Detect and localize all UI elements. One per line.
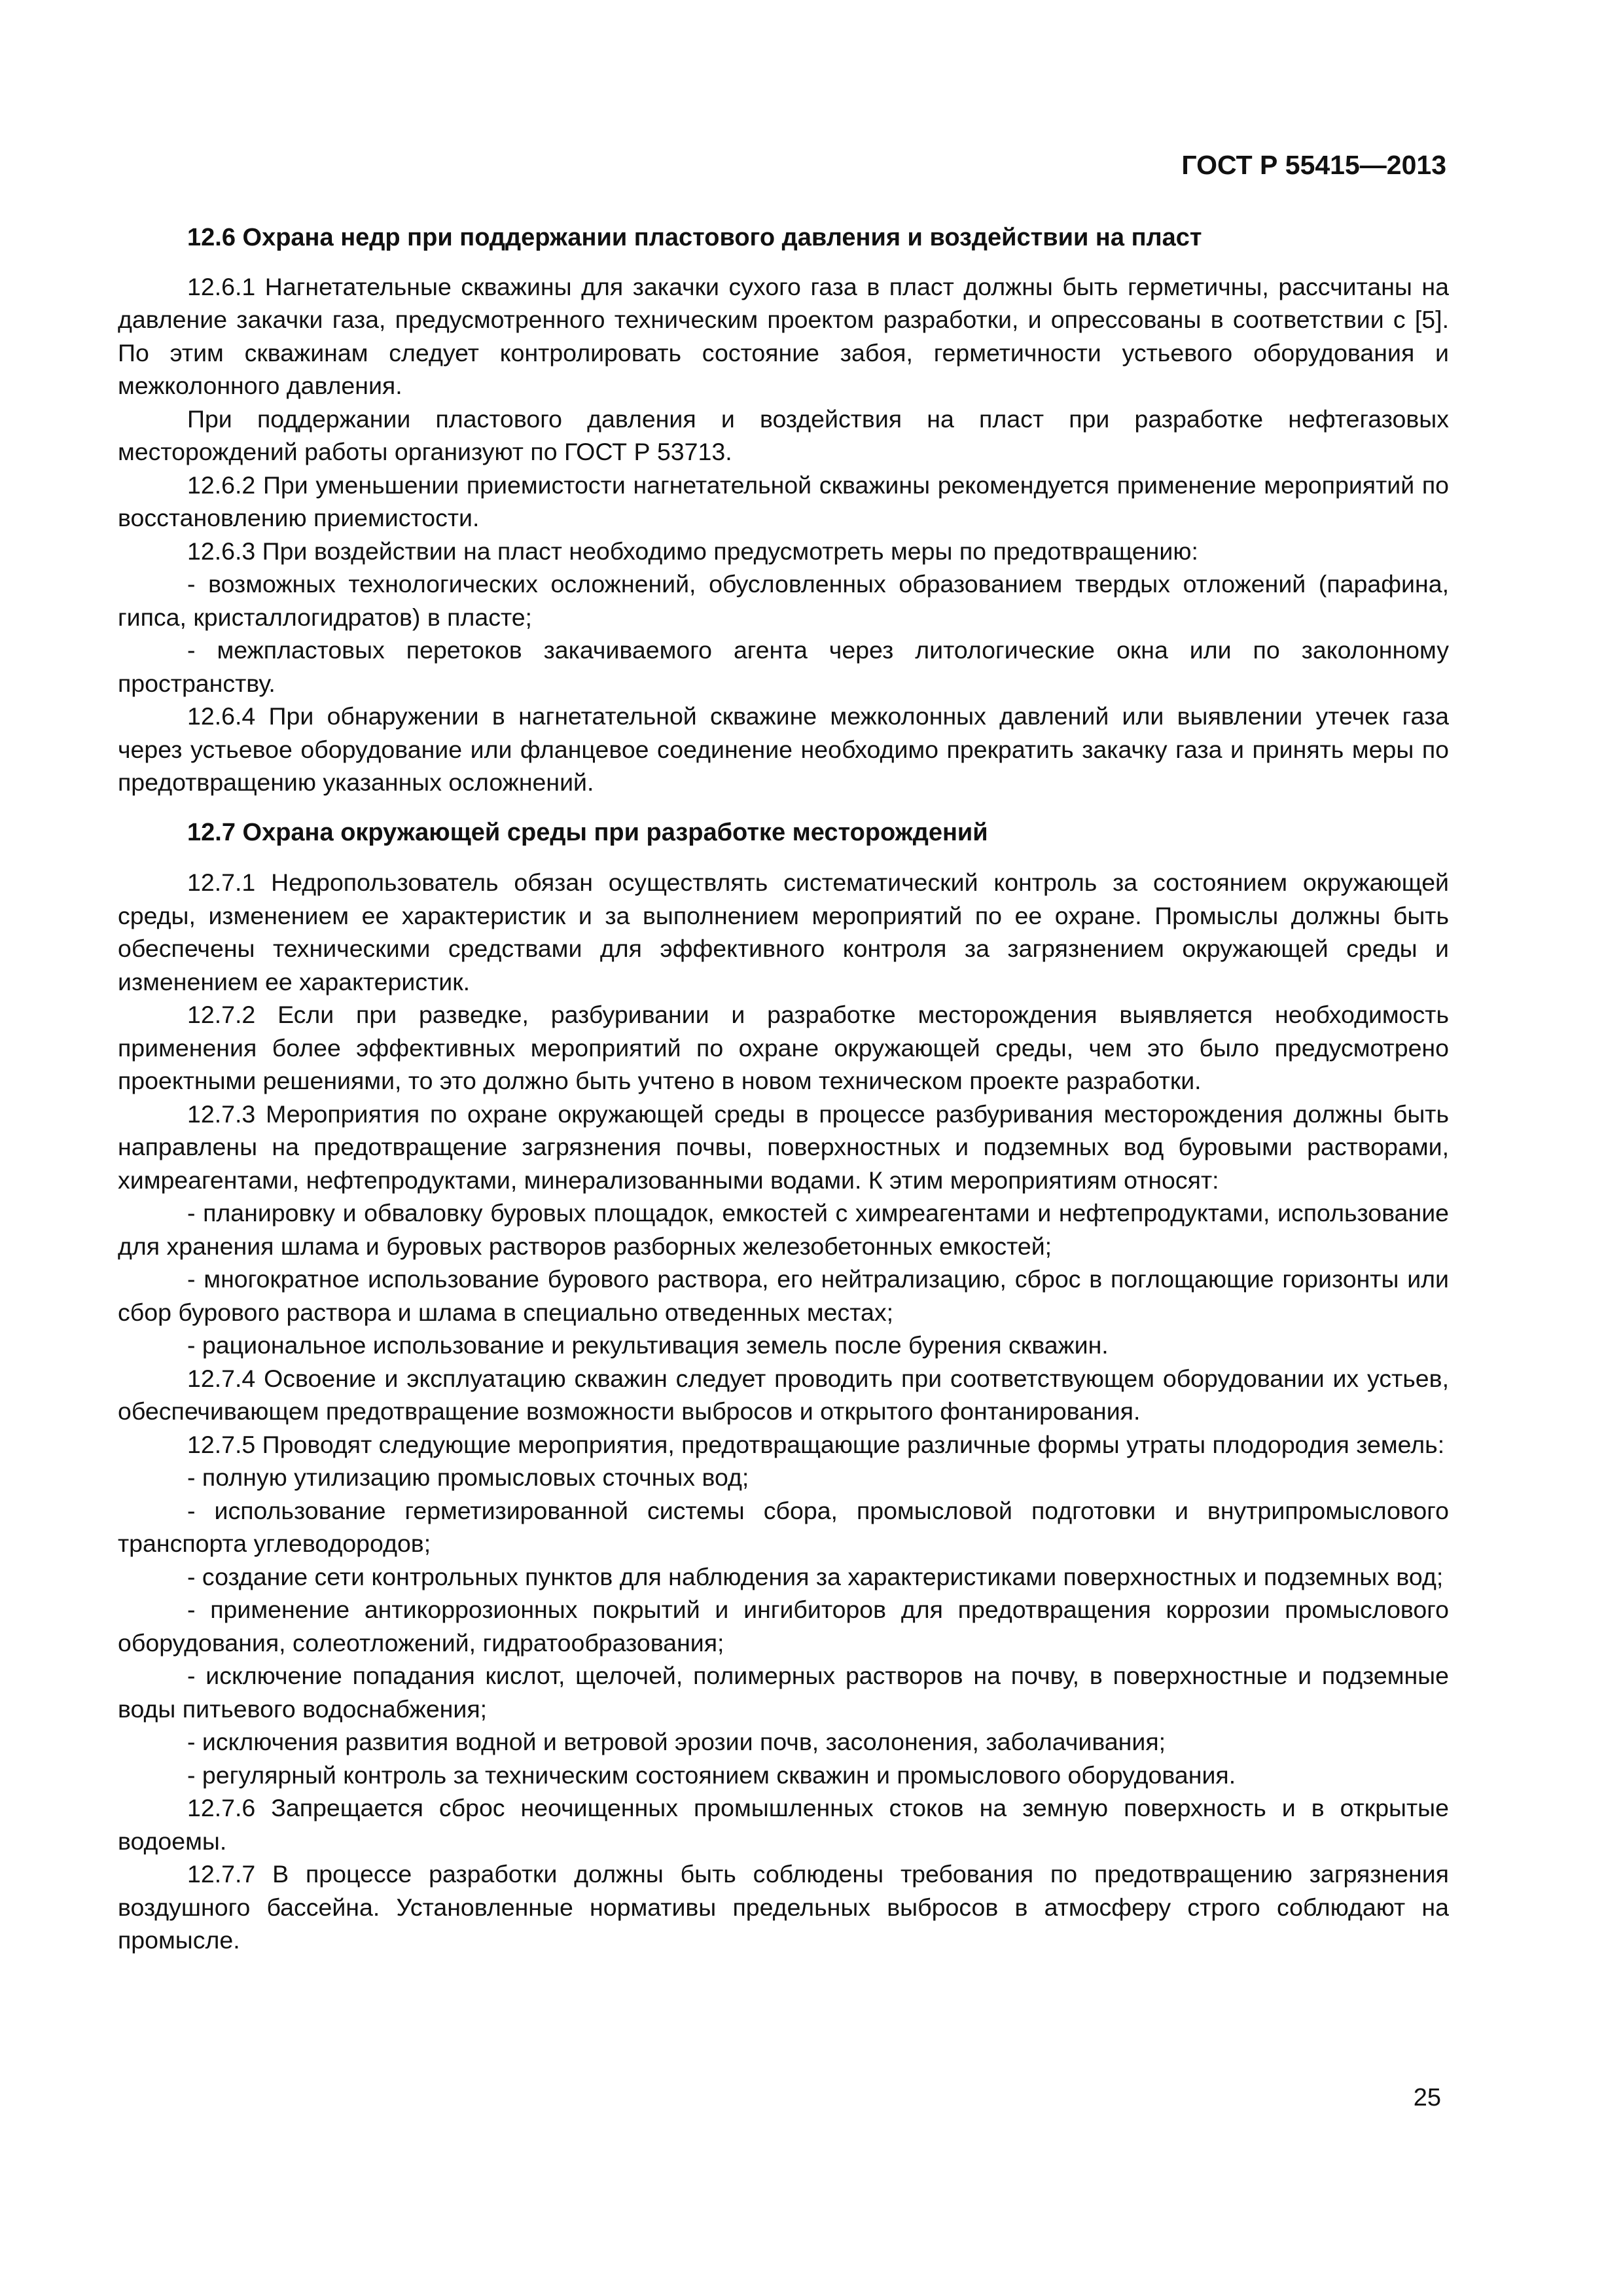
list-item: - многократное использование бурового раствора, его нейтрализацию, сброс в поглощающие горизонты или сбор бурового раствора и шлама в специально отведенных местах; [118, 1265, 1449, 1326]
paragraph: 12.6.4 При обнаружении в нагнетательной скважине межколонных давлений или выявлении утечек газа через устьевое оборудование или фланцевое соединение необходимо прекратить закачку газа и принять меры по предотвращению указанных осложнений. [118, 702, 1449, 796]
paragraph: 12.6.3 При воздействии на пласт необходимо предусмотреть меры по предотвращению: [187, 537, 1198, 565]
list-item: - использование герметизированной системы сбора, промысловой подготовки и внутрипромыслового транспорта углеводородов; [118, 1496, 1449, 1557]
paragraph: 12.7.2 Если при разведке, разбуривании и разработке месторождения выявляется необходимость применения более эффективных мероприятий по охране окружающей среды, чем это было предусмотрено проектными решениями, то это должно быть учтено в новом техническом проекте разработки. [118, 1001, 1449, 1094]
list-item: - возможных технологических осложнений, обусловленных образованием твердых отложений (парафина, гипса, кристаллогидратов) в пласте; [118, 570, 1449, 631]
paragraph: 12.7.1 Недропользователь обязан осуществлять систематический контроль за состоянием окружающей среды, изменением ее характеристик и за выполнением мероприятий по ее охране. Промыслы должны быть обеспечены техническими средствами для эффективного контроля за загрязнением окружающей среды и изменением ее характеристик. [118, 869, 1449, 996]
list-item: - применение антикоррозионных покрытий и ингибиторов для предотвращения коррозии промыслового оборудования, солеотложений, гидратообразования; [118, 1596, 1449, 1657]
paragraph: При поддержании пластового давления и воздействия на пласт при разработке нефтегазовых месторождений работы организуют по ГОСТ Р 53713. [118, 404, 1449, 465]
section-heading-12-6: 12.6 Охрана недр при поддержании пластового давления и воздействии на пласт [187, 224, 1202, 251]
list-item: - создание сети контрольных пунктов для наблюдения за характеристиками поверхностных и подземных вод; [187, 1562, 1444, 1590]
list-item: - рациональное использование и рекультивация земель после бурения скважин. [187, 1331, 1109, 1359]
paragraph: 12.7.6 Запрещается сброс неочищенных промышленных стоков на земную поверхность и в открытые водоемы. [118, 1794, 1449, 1855]
paragraph: 12.7.4 Освоение и эксплуатацию скважин следует проводить при соответствующем оборудовании их устьев, обеспечивающем предотвращение возможности выбросов и открытого фонтанирования. [118, 1364, 1449, 1425]
paragraph: 12.6.1 Нагнетательные скважины для закачки сухого газа в пласт должны быть герметичны, рассчитаны на давление закачки газа, предусмотренного техническим проектом разработки, и опрессованы в соответствии с [5]. По этим скважинам следует контролировать состояние забоя, герметичности устьевого оборудования и межколонного давления. [118, 272, 1449, 399]
paragraph: 12.7.5 Проводят следующие мероприятия, предотвращающие различные формы утраты плодородия земель: [187, 1430, 1445, 1458]
paragraph: 12.6.2 При уменьшении приемистости нагнетательной скважины рекомендуется применение мероприятий по восстановлению приемистости. [118, 471, 1449, 531]
list-item: - полную утилизацию промысловых сточных вод; [187, 1463, 749, 1491]
page-number: 25 [1413, 2084, 1441, 2111]
list-item: - регулярный контроль за техническим состоянием скважин и промыслового оборудования. [187, 1761, 1236, 1789]
document-id: ГОСТ Р 55415—2013 [1181, 150, 1446, 180]
list-item: - планировку и обваловку буровых площадок, емкостей с химреагентами и нефтепродуктами, использование для хранения шлама и буровых растворов разборных железобетонных емкостей; [118, 1199, 1449, 1260]
section-heading-12-7: 12.7 Охрана окружающей среды при разработке месторождений [187, 818, 988, 846]
paragraph: 12.7.3 Мероприятия по охране окружающей среды в процессе разбуривания месторождения должны быть направлены на предотвращение загрязнения почвы, поверхностных и подземных вод буровыми растворами, химреагентами, нефтепродуктами, минерализованными водами. К этим мероприятиям относят: [118, 1100, 1449, 1194]
list-item: - исключение попадания кислот, щелочей, полимерных растворов на почву, в поверхностные и подземные воды питьевого водоснабжения; [118, 1662, 1449, 1723]
document-body [118, 221, 1449, 1957]
list-item: - исключения развития водной и ветровой эрозии почв, засолонения, заболачивания; [187, 1728, 1166, 1755]
paragraph: 12.7.7 В процессе разработки должны быть соблюдены требования по предотвращению загрязнения воздушного бассейна. Установленные нормативы предельных выбросов в атмосферу строго соблюдают на промысле. [118, 1860, 1449, 1954]
list-item: - межпластовых перетоков закачиваемого агента через литологические окна или по заколонному пространству. [118, 636, 1449, 697]
